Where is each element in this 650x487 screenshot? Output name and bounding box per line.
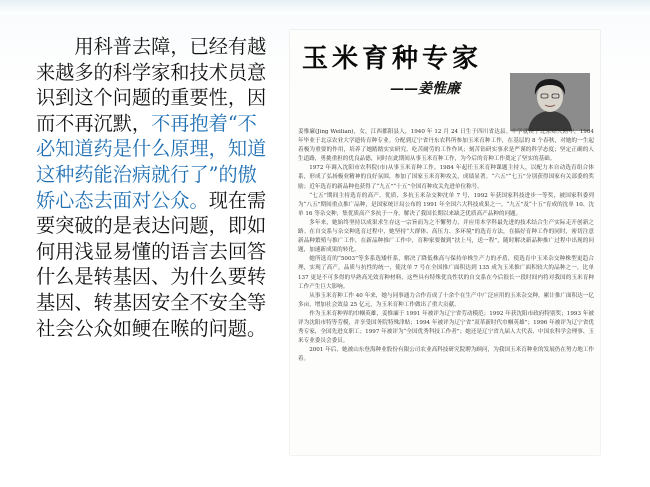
body-text-highlight: 不再抱着“不必知道药是什么原理，知道这种药能治病就行了”的傲娇心态去面对公众。 bbox=[36, 111, 267, 212]
author-portrait bbox=[510, 73, 590, 131]
top-band bbox=[0, 0, 650, 14]
body-text-after: 现在需要突破的是表达问题，即如何用浅显易懂的语言去回答什么是转基因、为什么要转基因、转基因安全不安全等社会公众如鲠在喉的问题。 bbox=[36, 188, 267, 340]
article-author: ——姜惟廉 bbox=[390, 81, 460, 97]
article-paragraph: 姜惟廉(Jing Weilian)，女，江西都阳县人，1940 年 12 月 24 日生于四川省达县。中学就读于北京师大附中，1964 年毕业于北京农业大学遗传育种专业。分配到辽宁省丹东农科所参加玉米育种工作，在基层的 8 个春秋，对她的一生起着极为重要的作用，培养了她踏踏实实研究、吃苦耐劳的工作作风；刻苦钻研实事求是严谨的科学态度；坚定正确的人生道路，勇挑重担的优良品德，同时在此期间从事玉米育种工作，为今后的育种工作奠定了坚实的基础。 bbox=[298, 129, 594, 163]
article-image bbox=[290, 30, 600, 455]
article-paragraph: 多年来，她始终坚持以成果求生存这一宗旨而为之不懈努力，并应用本学科最先进的技术结合生产实际走开创新之路。在自交系与杂交种选育过程中，她坚持“大群体、高压力、多环境”的选育方法，在搞好育种工作的同时，密切注意新品种繁殖与推广工作，在新品种推广工作中，育种家要做到“扶上马，送一程”，随时解决新品种推广过程中出现的问题，加速新成果的转化。 bbox=[298, 219, 594, 254]
article-paragraph: “七五”期间主持选育的高产、优质、多抗玉米杂交种沈单 7 号，1992 年获国家科技进步一等奖，被国家科委列为“八五”期间重点推广品种，是国家统计局公布的 1991 年全国六大科技成果之一。“九五”及“十五”育成的沈单 10、沈单 16 等杂交种，集优质高产多抗于一身，解决了我国长期以来缺乏优质高产品种的问题。 bbox=[298, 192, 594, 217]
article-body bbox=[298, 128, 594, 364]
slide-body-text bbox=[36, 34, 268, 341]
article-title: 玉米育种专家 bbox=[302, 44, 483, 74]
article-paragraph: 作为玉米育种界的巾帼英雄，姜惟廉于 1991 年被评为辽宁省劳动模范；1992 年获沈阳市政府特别奖；1993 年被评为沈阳市特等劳模，并享受国务院特殊津贴；1994 年被评为辽宁省“双革新时代巾帼英雄”；1996 年被评为辽宁省优秀专家，全国先进女职工；1997 年被评为“全国优秀科技工作者”；她还是辽宁省九届人大代表、中国农科学会理事、玉米专业委员会委员。 bbox=[298, 310, 594, 345]
article-paragraph: 从事玉米育种工作 40 年来，她与同事通力合作育成了十余个在生产中广泛应用的玉米杂交种，累计推广面积达一亿多亩，增加社会效益 25 亿元，为玉米育种工作做出了重大贡献。 bbox=[298, 292, 594, 308]
article-paragraph: 2001 年后，她被山东登海种业股份有限公司农业高科技研究院聘为顾问，为我国玉米育种业的发展仍在努力地工作着。 bbox=[298, 347, 594, 363]
body-text-before: 用科普去障，已经有越来越多的科学家和技术员意识到这个问题的重要性，因而不再沉默， bbox=[36, 35, 267, 135]
article-paragraph: 1972 年调入沈阳市农科院(市)从事玉米育种工作。1984 年起任玉米育种课题主持人，以配力本自动选育组合体系，形成了弘扬极业精神的良好氛围，参加了国家玉米育种攻关，成绩显著。“六五”“七五”分别获得国家有关部委的奖励；近年选育的新品种也获得了“九五”“十五”全国育种攻关先进单位称号。 bbox=[298, 165, 594, 190]
article-paragraph: 她所选育的“5003”等多系选矮杆系，解决了降低株高与保持单株生产力的矛盾，使选育中玉米杂交种株型更趋合理，实现了高产，品质与抗性的统一，使沈单 7 号在全国推广面积达到 135 成为玉米推广面积较大的品种之一，比单 137 更是不可多得的早熟高光效育种材料，这些具有特殊优良性状的自交系在今后很长一段时间内将对我国的玉米育种工作产生巨大影响。 bbox=[298, 256, 594, 290]
